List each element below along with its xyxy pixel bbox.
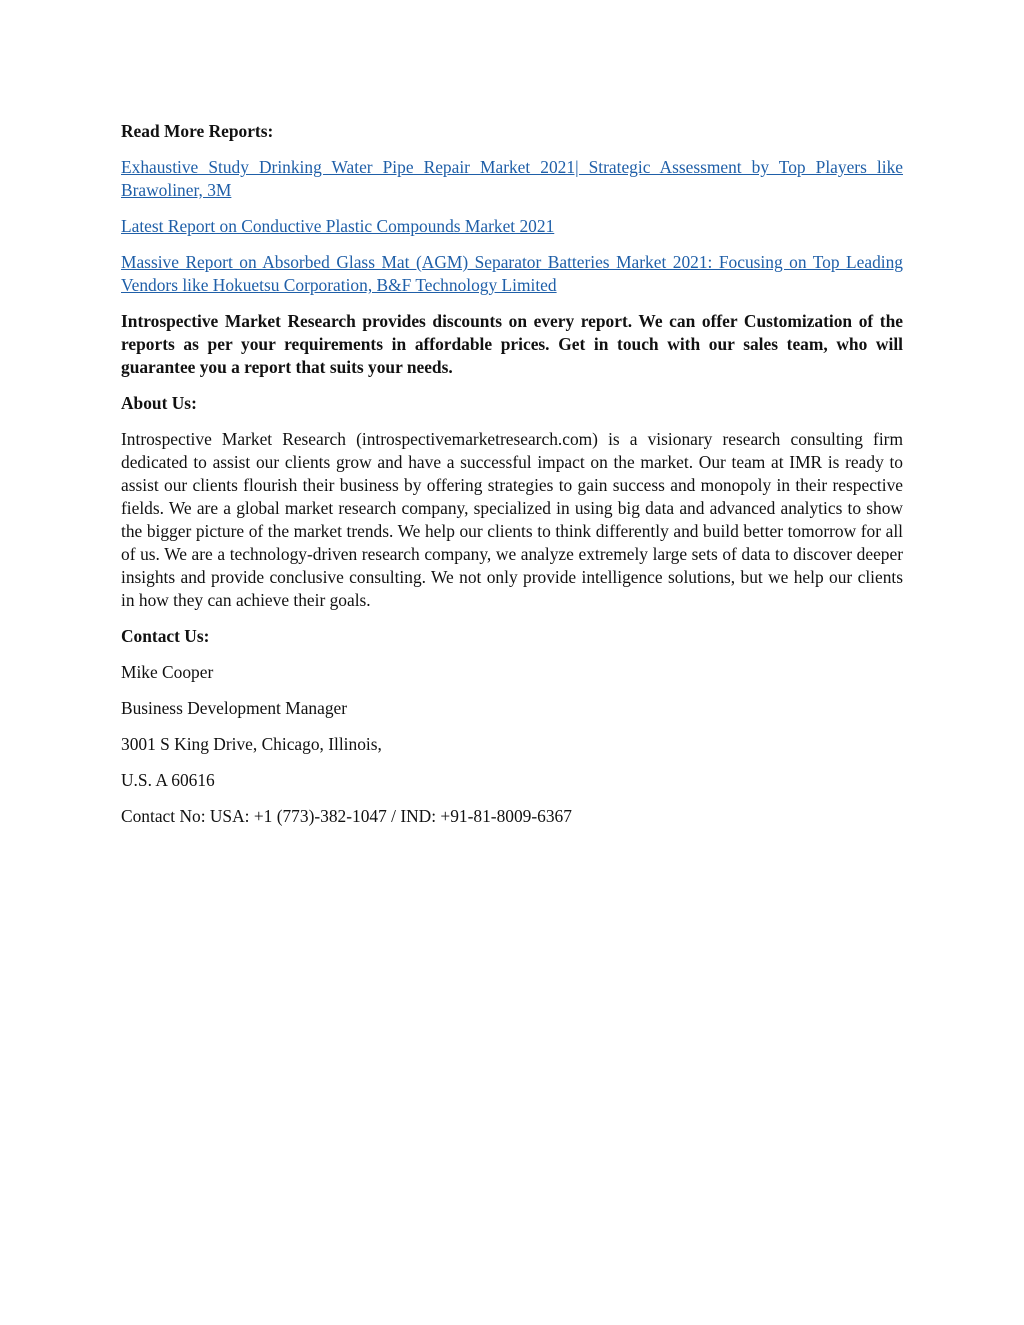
document-page	[121, 120, 903, 841]
discount-promo-text: Introspective Market Research provides discounts on every report. We can offer Customization of the reports as per your requirements in affordable prices. Get in touch with our sales team, who will guarantee you a report that suits your needs.	[121, 311, 903, 377]
contact-phone: Contact No: USA: +1 (773)-382-1047 / IND: +91-81-8009-6367	[121, 806, 572, 826]
contact-name: Mike Cooper	[121, 662, 214, 682]
about-us-heading: About Us:	[121, 393, 197, 413]
report-link-conductive-plastic-compounds[interactable]: Latest Report on Conductive Plastic Compounds Market 2021	[121, 216, 555, 236]
report-link-agm-separator-batteries[interactable]: Massive Report on Absorbed Glass Mat (AGM) Separator Batteries Market 2021: Focusing on Top Leading Vendors like Hokuetsu Corporation, B&F Technology Limited	[121, 252, 903, 295]
report-link-item	[121, 251, 903, 297]
report-link-item	[121, 156, 903, 202]
contact-address-line1: 3001 S King Drive, Chicago, Illinois,	[121, 734, 382, 754]
contact-address-line2: U.S. A 60616	[121, 770, 215, 790]
report-link-drinking-water-pipe-repair[interactable]: Exhaustive Study Drinking Water Pipe Repair Market 2021| Strategic Assessment by Top Players like Brawoliner, 3M	[121, 157, 903, 200]
report-link-item	[121, 215, 903, 238]
about-us-text: Introspective Market Research (introspectivemarketresearch.com) is a visionary research consulting firm dedicated to assist our clients grow and have a successful impact on the market. Our team at IMR is ready to assist our clients flourish their business by offering strategies to gain success and monopoly in their respective fields. We are a global market research company, specialized in using big data and advanced analytics to show the bigger picture of the market trends. We help our clients to think differently and build better tomorrow for all of us. We are a technology-driven research company, we analyze extremely large sets of data to discover deeper insights and provide conclusive consulting. We not only provide intelligence solutions, but we help our clients in how they can achieve their goals.	[121, 429, 903, 610]
contact-us-heading: Contact Us:	[121, 626, 210, 646]
contact-title: Business Development Manager	[121, 698, 348, 718]
read-more-heading: Read More Reports:	[121, 121, 274, 141]
